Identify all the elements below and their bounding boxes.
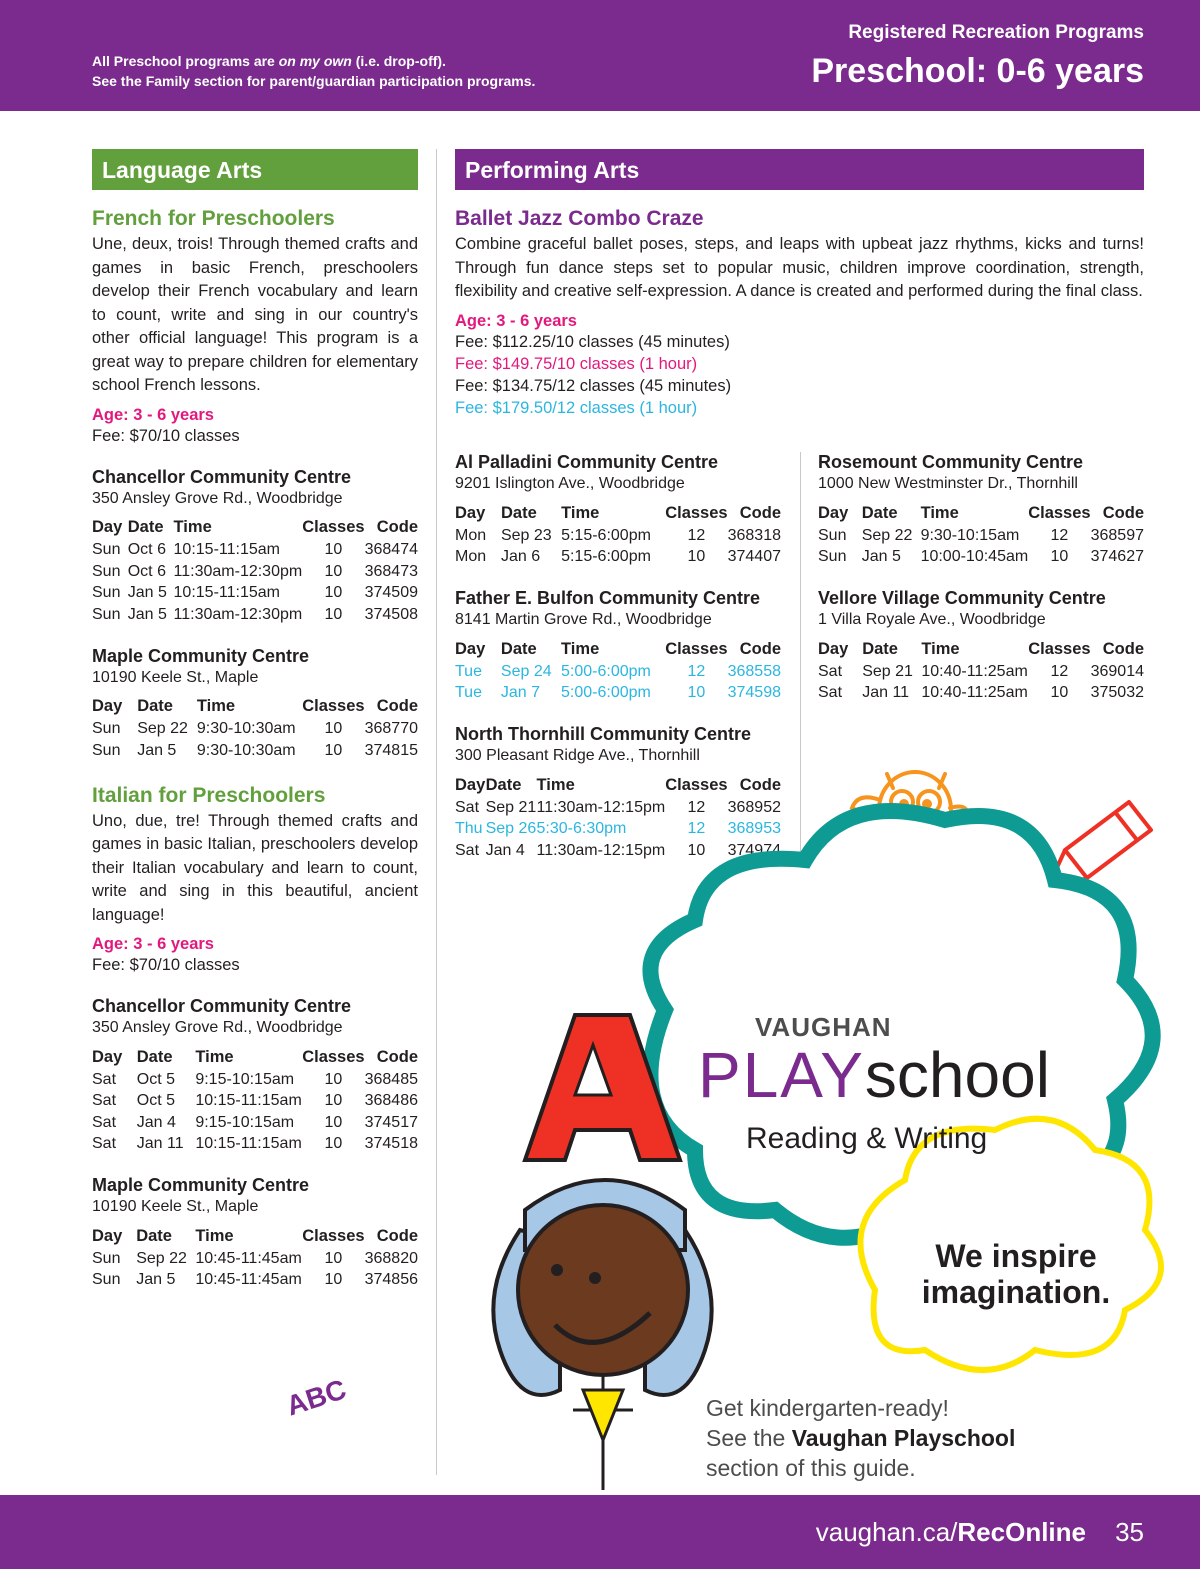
cell-date: Jan 6 — [500, 548, 541, 566]
cell-time: 10:00-10:45am — [920, 548, 1029, 566]
cell-date: Oct 6 — [127, 562, 166, 580]
table-header-row — [818, 501, 1144, 525]
table-row — [92, 540, 418, 562]
column-header-day: Day — [92, 697, 123, 715]
italian-fee: Fee: $70/10 classes — [92, 956, 240, 974]
cell-date: Jan 11 — [862, 684, 910, 702]
cell-date: Sep 22 — [136, 1249, 187, 1267]
column-header-classes: Classes — [302, 518, 365, 536]
schedule-table — [818, 637, 1144, 704]
schedule-table — [455, 501, 781, 568]
promo-link-text: Vaughan Playschool — [791, 1425, 1016, 1451]
column-header-time: Time — [173, 518, 212, 536]
cell-code: 368473 — [364, 562, 418, 580]
column-header-date: Date — [485, 775, 522, 794]
schedule-table — [92, 1224, 418, 1291]
italian-age: Age: 3 - 6 years — [92, 935, 214, 953]
centre-address: 8141 Martin Grove Rd., Woodbridge — [455, 611, 712, 628]
cell-classes: 12 — [687, 798, 706, 816]
cell-classes: 10 — [324, 1249, 343, 1267]
french-fee: Fee: $70/10 classes — [92, 426, 240, 445]
centre-address: 300 Pleasant Ridge Ave., Thornhill — [455, 747, 700, 764]
italian-title: Italian for Preschoolers — [92, 783, 326, 807]
column-header-day: Day — [92, 1226, 123, 1245]
centre-block — [818, 452, 1144, 568]
centre-block — [455, 452, 781, 568]
cell-day: Mon — [455, 526, 487, 544]
centre-address: 1000 New Westminster Dr., Thornhill — [818, 475, 1078, 492]
page-footer — [0, 1495, 1200, 1569]
table-row — [818, 525, 1144, 547]
language-arts-column — [92, 149, 418, 1291]
ballet-title: Ballet Jazz Combo Craze — [455, 207, 704, 230]
centre-name: Rosemount Community Centre — [818, 452, 1084, 472]
cell-date: Sep 22 — [137, 720, 188, 738]
table-row — [92, 604, 418, 626]
cell-classes: 10 — [324, 562, 343, 580]
cell-time: 9:30-10:30am — [196, 720, 296, 738]
notice-text: All Preschool programs are — [92, 53, 279, 69]
notice-text: (i.e. drop-off). — [351, 53, 446, 69]
column-header-code: Code — [376, 1047, 418, 1066]
column-header-date: Date — [127, 518, 164, 536]
cell-date: Jan 5 — [136, 1271, 176, 1289]
cell-date: Jan 5 — [127, 584, 167, 602]
cell-classes: 10 — [324, 1113, 343, 1131]
cell-code: 368770 — [364, 720, 418, 738]
schedule-table — [92, 1045, 418, 1155]
column-header-date: Date — [137, 697, 173, 715]
column-header-time: Time — [196, 697, 236, 715]
centre-block — [92, 996, 418, 1155]
french-age: Age: 3 - 6 years — [92, 405, 214, 424]
section-kicker: Registered Recreation Programs — [848, 22, 1144, 43]
cell-day: Sun — [92, 562, 121, 580]
cell-classes: 10 — [324, 1070, 343, 1088]
cell-time: 10:45-11:45am — [195, 1249, 302, 1267]
cell-day: Sun — [818, 526, 847, 544]
cell-classes: 12 — [687, 526, 706, 544]
centre-address: 350 Ansley Grove Rd., Woodbridge — [92, 1019, 343, 1036]
performing-arts-column — [455, 149, 1144, 419]
cell-date: Jan 11 — [136, 1135, 184, 1153]
cell-date: Sep 22 — [861, 526, 913, 544]
cell-date: Sep 24 — [500, 662, 552, 680]
header-notice — [92, 51, 535, 91]
column-header-day: Day — [818, 639, 849, 658]
cell-day: Thu — [455, 820, 483, 838]
cell-code: 374627 — [1090, 548, 1144, 566]
cell-time: 9:15-10:15am — [195, 1070, 295, 1088]
cell-day: Sat — [92, 1092, 117, 1110]
cell-code: 374598 — [727, 684, 781, 702]
page-title: Preschool: 0-6 years — [811, 52, 1144, 90]
cell-day: Sat — [455, 798, 480, 816]
column-header-time: Time — [561, 503, 600, 522]
cell-date: Oct 5 — [136, 1092, 175, 1110]
cell-code: 368485 — [364, 1070, 418, 1088]
column-header-classes: Classes — [665, 639, 728, 658]
cell-day: Sun — [92, 1271, 121, 1289]
centre-name: North Thornhill Community Centre — [455, 724, 751, 744]
cell-day: Sat — [92, 1113, 117, 1131]
cell-day: Sun — [92, 720, 121, 738]
cell-date: Sep 26 — [485, 820, 537, 838]
cell-time: 5:15-6:00pm — [561, 548, 651, 566]
schedule-table — [92, 695, 418, 762]
column-header-code: Code — [739, 639, 781, 658]
cell-code: 374856 — [364, 1271, 418, 1289]
column-header-code: Code — [739, 503, 781, 522]
table-header-row — [92, 1045, 418, 1069]
centre-address: 1 Villa Royale Ave., Woodbridge — [818, 611, 1046, 628]
cell-code: 368820 — [364, 1249, 418, 1267]
column-divider — [436, 149, 437, 1475]
cell-classes: 10 — [324, 720, 343, 738]
table-header-row — [92, 695, 418, 719]
brand-school: school — [864, 1039, 1050, 1111]
cell-code: 374815 — [364, 741, 418, 759]
centre-name: Maple Community Centre — [92, 1175, 310, 1195]
ballet-centres-right — [818, 432, 1144, 704]
promo-line-1: Get kindergarten-ready! — [706, 1395, 949, 1421]
cell-time: 9:30-10:30am — [196, 741, 296, 759]
cell-code: 374518 — [364, 1135, 418, 1153]
cell-classes: 10 — [687, 841, 706, 859]
column-header-classes: Classes — [665, 775, 728, 794]
table-row — [92, 1270, 418, 1292]
language-arts-heading: Language Arts — [92, 149, 418, 190]
column-header-day: Day — [818, 503, 849, 522]
cell-classes: 10 — [324, 1135, 343, 1153]
column-header-day: Day — [92, 518, 123, 536]
table-row — [92, 583, 418, 605]
ballet-fee-3: Fee: $134.75/12 classes (45 minutes) — [455, 376, 732, 395]
column-header-time: Time — [920, 503, 959, 522]
cell-date: Jan 4 — [136, 1113, 176, 1131]
column-header-time: Time — [195, 1226, 234, 1245]
table-header-row — [92, 516, 418, 540]
cell-classes: 10 — [687, 684, 706, 702]
cell-classes: 10 — [687, 548, 706, 566]
column-header-day: Day — [455, 503, 486, 522]
centre-name: Father E. Bulfon Community Centre — [455, 588, 761, 608]
playschool-illustration — [455, 750, 1175, 1490]
table-row — [455, 525, 781, 547]
cell-code: 368486 — [364, 1092, 418, 1110]
cell-time: 10:40-11:25am — [921, 684, 1028, 702]
notice-line-2: See the Family section for parent/guardian participation programs. — [92, 73, 536, 89]
cell-code: 374407 — [727, 548, 781, 566]
column-header-classes: Classes — [1028, 639, 1091, 658]
footer-url[interactable] — [816, 1517, 1086, 1548]
table-header-row — [455, 637, 781, 661]
column-header-code: Code — [1102, 503, 1144, 522]
brand-tagline: Reading & Writing — [746, 1122, 988, 1155]
centre-block — [92, 1175, 418, 1291]
cell-time: 5:00-6:00pm — [561, 662, 651, 680]
centre-name: Vellore Village Community Centre — [818, 588, 1106, 608]
cell-date: Sep 23 — [500, 526, 552, 544]
cell-date: Jan 4 — [485, 841, 525, 859]
cell-day: Sun — [92, 741, 121, 759]
schedule-table — [818, 501, 1144, 568]
centre-block — [92, 646, 418, 762]
promo-line-3: section of this guide. — [706, 1455, 916, 1481]
cell-code: 368474 — [364, 541, 418, 559]
cell-day: Mon — [455, 548, 487, 566]
cell-classes: 12 — [1050, 662, 1069, 680]
cell-classes: 10 — [324, 741, 343, 759]
column-header-classes: Classes — [1028, 503, 1091, 522]
inspire-text: We inspire imagination. — [921, 1238, 1111, 1310]
column-header-classes: Classes — [302, 1226, 365, 1245]
table-row — [92, 1248, 418, 1270]
column-header-time: Time — [195, 1047, 234, 1066]
centre-block — [455, 588, 781, 704]
cell-date: Jan 7 — [500, 684, 541, 702]
column-header-date: Date — [136, 1047, 173, 1066]
cell-time: 5:15-6:00pm — [561, 526, 651, 544]
cell-time: 11:30am-12:15pm — [536, 841, 666, 859]
page-number: 35 — [1115, 1517, 1144, 1547]
cell-day: Sun — [92, 541, 121, 559]
ballet-description: Combine graceful ballet poses, steps, and leaps with upbeat jazz rhythms, kicks and turns! Through fun dance steps set to popular music, children improve coordination, strength, flexibility and creative self-expression. A dance is created and performed during the final class. — [455, 235, 1144, 300]
centre-name: Chancellor Community Centre — [92, 466, 352, 487]
schedule-table — [455, 637, 781, 704]
cell-classes: 10 — [1050, 548, 1069, 566]
brand-top: VAUGHAN — [755, 1012, 892, 1042]
column-header-classes: Classes — [302, 697, 365, 715]
cell-day: Sun — [92, 1249, 121, 1267]
column-header-code: Code — [1102, 639, 1144, 658]
centre-address: 10190 Keele St., Maple — [92, 668, 259, 686]
brand-play: PLAY — [698, 1039, 865, 1111]
column-header-code: Code — [376, 518, 418, 536]
cell-day: Sun — [818, 548, 847, 566]
cell-date: Oct 5 — [136, 1070, 175, 1088]
letter-a-label — [555, 1035, 556, 1036]
centre-address: 350 Ansley Grove Rd., Woodbridge — [92, 489, 343, 507]
french-description: Une, deux, trois! Through themed crafts and games in basic French, preschoolers develop their French vocabulary and learn to count, write and sing in our country's other official language! This program is a great way to prepare children for elementary school French lessons. — [92, 235, 418, 394]
cell-classes: 10 — [324, 1271, 343, 1289]
table-row — [92, 719, 418, 741]
ballet-fee-1: Fee: $112.25/10 classes (45 minutes) — [455, 332, 730, 351]
cell-day: Sat — [92, 1070, 117, 1088]
table-row — [92, 561, 418, 583]
cell-code: 374509 — [364, 584, 418, 602]
centre-name: Maple Community Centre — [92, 645, 310, 666]
centre-block — [818, 588, 1144, 704]
footer-url-path: RecOnline — [957, 1517, 1086, 1547]
cell-code: 374517 — [364, 1113, 418, 1131]
table-row — [92, 740, 418, 762]
cell-time: 10:15-11:15am — [195, 1092, 302, 1110]
table-row — [455, 547, 781, 569]
girl-icon — [493, 1180, 711, 1490]
table-header-row — [818, 637, 1144, 661]
cell-time: 10:15-11:15am — [173, 541, 280, 559]
cell-code: 368952 — [727, 798, 781, 816]
centre-name: Chancellor Community Centre — [92, 996, 352, 1016]
table-header-row — [455, 501, 781, 525]
column-header-code: Code — [739, 775, 781, 794]
cell-date: Jan 5 — [861, 548, 901, 566]
cell-classes: 12 — [687, 662, 706, 680]
cell-classes: 10 — [324, 584, 343, 602]
cell-day: Sat — [455, 841, 480, 859]
column-header-time: Time — [536, 775, 575, 794]
cell-code: 368318 — [727, 526, 781, 544]
column-header-code: Code — [376, 1226, 418, 1245]
ballet-fee-4: Fee: $179.50/12 classes (1 hour) — [455, 398, 698, 417]
cell-code: 374974 — [727, 841, 781, 859]
cell-day: Sat — [818, 662, 843, 680]
cell-code: 375032 — [1090, 684, 1144, 702]
ballet-age: Age: 3 - 6 years — [455, 311, 577, 330]
cell-code: 374508 — [364, 605, 418, 623]
cell-code: 368558 — [727, 662, 781, 680]
cell-time: 10:15-11:15am — [173, 584, 280, 602]
cell-classes: 12 — [687, 820, 706, 838]
column-header-day: Day — [455, 639, 486, 658]
cell-classes: 12 — [1050, 526, 1069, 544]
cell-classes: 10 — [324, 541, 343, 559]
promo-line-2: See the — [706, 1425, 792, 1451]
cell-time: 10:40-11:25am — [921, 662, 1028, 680]
cell-classes: 10 — [324, 605, 343, 623]
centre-address: 10190 Keele St., Maple — [92, 1198, 259, 1215]
cell-day: Sat — [818, 684, 843, 702]
column-header-code: Code — [376, 697, 418, 715]
column-header-date: Date — [500, 503, 537, 522]
cell-classes: 10 — [1050, 684, 1069, 702]
table-header-row — [92, 1224, 418, 1248]
column-header-date: Date — [500, 639, 537, 658]
cell-date: Jan 5 — [137, 741, 177, 759]
cell-day: Tue — [455, 662, 482, 680]
table-row — [92, 1134, 418, 1156]
book-label: ABC — [282, 1373, 350, 1422]
table-row — [92, 1112, 418, 1134]
cell-date: Oct 6 — [127, 541, 166, 559]
cell-code: 369014 — [1090, 662, 1144, 680]
cell-day: Sat — [92, 1135, 117, 1153]
cell-date: Sep 21 — [862, 662, 913, 680]
cell-time: 9:30-10:15am — [920, 526, 1020, 544]
column-header-day: Day — [455, 775, 486, 794]
column-header-classes: Classes — [302, 1047, 365, 1066]
column-header-day: Day — [92, 1047, 123, 1066]
table-row — [455, 683, 781, 705]
cell-time: 9:15-10:15am — [195, 1113, 295, 1131]
promo-text — [706, 1393, 1015, 1483]
cell-classes: 10 — [324, 1092, 343, 1110]
centre-address: 9201 Islington Ave., Woodbridge — [455, 475, 685, 492]
performing-arts-heading: Performing Arts — [455, 149, 1144, 190]
table-row — [92, 1091, 418, 1113]
ballet-fee-2: Fee: $149.75/10 classes (1 hour) — [455, 354, 698, 373]
cell-time: 5:00-6:00pm — [561, 684, 651, 702]
column-header-classes: Classes — [665, 503, 728, 522]
column-header-date: Date — [862, 639, 898, 658]
cell-day: Sun — [92, 605, 121, 623]
cell-code: 368953 — [727, 820, 781, 838]
table-row — [455, 661, 781, 683]
notice-emphasis: on my own — [278, 53, 352, 69]
table-row — [818, 661, 1144, 683]
cell-day: Tue — [455, 684, 482, 702]
cell-day: Sun — [92, 584, 121, 602]
cell-time: 10:15-11:15am — [195, 1135, 302, 1153]
table-row — [818, 683, 1144, 705]
column-header-date: Date — [136, 1226, 172, 1245]
cell-time: 11:30am-12:15pm — [536, 798, 666, 816]
cell-time: 11:30am-12:30pm — [173, 605, 303, 623]
french-title: French for Preschoolers — [92, 207, 335, 230]
centre-name: Al Palladini Community Centre — [455, 452, 719, 472]
cell-time: 5:30-6:30pm — [536, 820, 627, 838]
column-header-time: Time — [921, 639, 960, 658]
column-header-time: Time — [561, 639, 600, 658]
cell-time: 11:30am-12:30pm — [173, 562, 303, 580]
cell-date: Jan 5 — [127, 605, 167, 623]
column-header-date: Date — [861, 503, 898, 522]
table-row — [818, 547, 1144, 569]
schedule-table — [92, 516, 418, 626]
page-header — [0, 0, 1200, 111]
centre-block — [92, 467, 418, 626]
cell-date: Sep 21 — [485, 798, 537, 816]
playschool-logo — [698, 1040, 1050, 1110]
cell-time: 10:45-11:45am — [195, 1271, 302, 1289]
italian-description: Uno, due, tre! Through themed crafts and games in basic Italian, preschoolers develop their Italian vocabulary and learn to count, write and sing in this beautiful, ancient language! — [92, 811, 418, 924]
footer-url-domain: vaughan.ca/ — [815, 1517, 958, 1547]
table-row — [92, 1069, 418, 1091]
cell-code: 368597 — [1090, 526, 1144, 544]
